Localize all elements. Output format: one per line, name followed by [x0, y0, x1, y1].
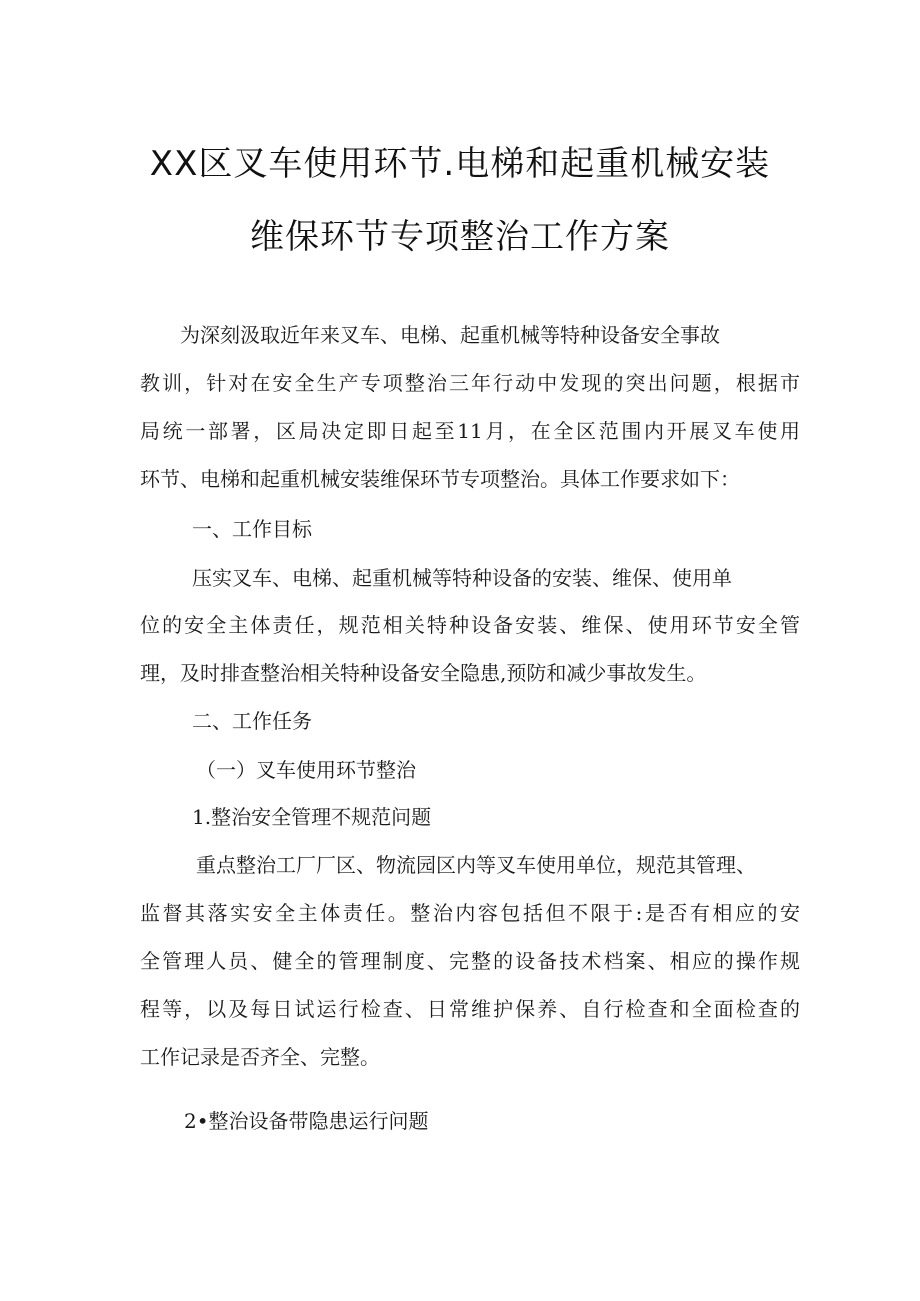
item-1-line-2: 监督其落实安全主体责任。整治内容包括但不限于:是否有相应的安	[140, 901, 800, 925]
item-1-line-3: 全管理人员、健全的管理制度、完整的设备技术档案、相应的操作规	[140, 949, 800, 973]
section-1-line-1: 压实叉车、电梯、起重机械等特种设备的安装、维保、使用单	[192, 566, 732, 590]
section-1-line-2: 位的安全主体责任，规范相关特种设备安装、维保、使用环节安全管	[140, 613, 800, 637]
document-title-line-2: 维保环节专项整治工作方案	[250, 217, 670, 257]
intro-line-1: 为深刻汲取近年来叉车、电梯、起重机械等特种设备安全事故	[180, 323, 720, 347]
intro-line-2: 教训，针对在安全生产专项整治三年行动中发现的突出问题，根据市	[140, 371, 800, 395]
intro-line-3: 局统一部署，区局决定即日起至11月，在全区范围内开展叉车使用	[140, 419, 800, 443]
section-2-subheading: （一）叉车使用环节整治	[196, 758, 416, 782]
section-2-heading: 二、工作任务	[192, 709, 312, 733]
item-1-line-1: 重点整治工厂厂区、物流园区内等叉车使用单位，规范其管理、	[196, 853, 756, 877]
item-1-line-5: 工作记录是否齐全、完整。	[140, 1045, 380, 1069]
item-1-line-4: 程等，以及每日试运行检查、日常维护保养、自行检查和全面检查的	[140, 997, 800, 1021]
item-1-heading: 1.整治安全管理不规范问题	[192, 805, 432, 829]
document-title-line-1: XX区叉车使用环节.电梯和起重机械安装	[149, 144, 771, 184]
section-1-line-3: 理，及时排查整治相关特种设备安全隐患,预防和减少事故发生。	[140, 661, 707, 685]
intro-line-4: 环节、电梯和起重机械安装维保环节专项整治。具体工作要求如下：	[140, 467, 740, 491]
item-2-heading: 2•整治设备带隐患运行问题	[184, 1109, 429, 1133]
section-1-heading: 一、工作目标	[192, 517, 312, 541]
